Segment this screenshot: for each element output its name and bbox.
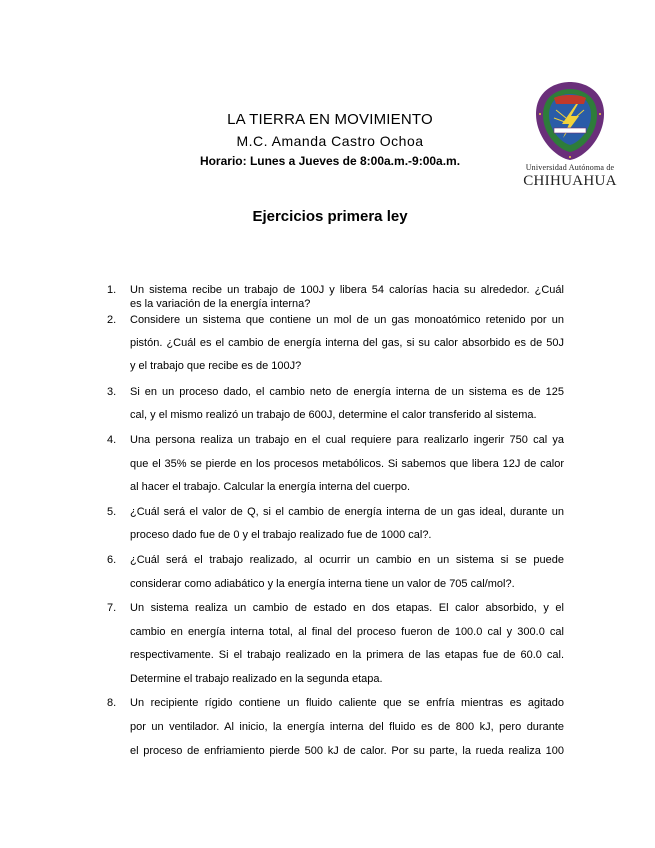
exercise-number: 6. — [107, 554, 117, 566]
exercise-text-line: Un sistema recibe un trabajo de 100J y libera 54 calorías hacia su alrededor. ¿Cuál — [130, 284, 564, 296]
exercise-text-line: y el trabajo que recibe es de 100J? — [130, 360, 302, 372]
exercise-number: 2. — [107, 314, 117, 326]
document-title: LA TIERRA EN MOVIMIENTO — [227, 111, 433, 128]
exercise-text-line: cambio en energía interna total, al final del proceso fueron de 100.0 cal y 300.0 cal — [130, 626, 564, 638]
exercise-text-line: proceso dado fue de 0 y el trabajo realizado fue de 1000 cal?. — [130, 529, 432, 541]
exercise-text-line: al hacer el trabajo. Calcular la energía interna del cuerpo. — [130, 481, 411, 493]
logo-university-name: CHIHUAHUA — [523, 173, 617, 189]
exercise-text-line: ¿Cuál será el valor de Q, si el cambio de energía interna de un gas ideal, durante un — [130, 506, 564, 518]
exercise-text-line: respectivamente. Si el trabajo realizado en la primera de las etapas fue de 60.0 cal. — [130, 649, 564, 661]
exercise-number: 4. — [107, 434, 117, 446]
exercise-text-line: es la variación de la energía interna? — [130, 298, 311, 310]
exercise-text-line: Determine el trabajo realizado en la segunda etapa. — [130, 673, 383, 685]
exercise-number: 8. — [107, 697, 117, 709]
exercise-text-line: pistón. ¿Cuál es el cambio de energía interna del gas, si su calor absorbido es de 50J — [130, 337, 564, 349]
exercise-text-line: Considere un sistema que contiene un mol de un gas monoatómico retenido por un — [130, 314, 564, 326]
exercise-text-line: considerar como adiabático y la energía interna tiene un valor de 705 cal/mol?. — [130, 578, 515, 590]
exercise-text-line: Un sistema realiza un cambio de estado en dos etapas. El calor absorbido, y el — [130, 602, 564, 614]
exercise-text-line: Una persona realiza un trabajo en el cual requiere para realizarlo ingerir 750 cal ya — [130, 434, 564, 446]
logo-university-label: Universidad Autónoma de — [525, 163, 615, 172]
exercise-text-line: ¿Cuál será el trabajo realizado, al ocurrir un cambio en un sistema si se puede — [130, 554, 564, 566]
exercise-text-line: cal, y el mismo realizó un trabajo de 600J, determine el calor transferido al sistema. — [130, 409, 537, 421]
exercise-text-line: Un recipiente rígido contiene un fluido caliente que se enfría mientras es agitado — [130, 697, 564, 709]
exercise-number: 1. — [107, 284, 117, 296]
exercise-number: 7. — [107, 602, 117, 614]
section-title: Ejercicios primera ley — [252, 208, 408, 225]
exercise-number: 5. — [107, 506, 117, 518]
class-schedule: Horario: Lunes a Jueves de 8:00a.m.-9:00a.m. — [199, 154, 461, 168]
exercise-text-line: por un ventilador. Al inicio, la energía interna del fluido es de 800 kJ, pero durante — [130, 721, 564, 733]
author-name: M.C. Amanda Castro Ochoa — [236, 133, 424, 149]
exercise-number: 3. — [107, 386, 117, 398]
document-header — [150, 110, 510, 170]
exercise-text-line: que el 35% se pierde en los procesos metabólicos. Si sabemos que libera 12J de calor — [130, 458, 564, 470]
university-seal-icon — [532, 80, 608, 162]
exercise-text-line: Si en un proceso dado, el cambio neto de energía interna de un sistema es de 125 — [130, 386, 564, 398]
exercise-text-line: el proceso de enfriamiento pierde 500 kJ de calor. Por su parte, la rueda realiza 100 — [130, 745, 564, 757]
university-logo — [510, 80, 630, 192]
